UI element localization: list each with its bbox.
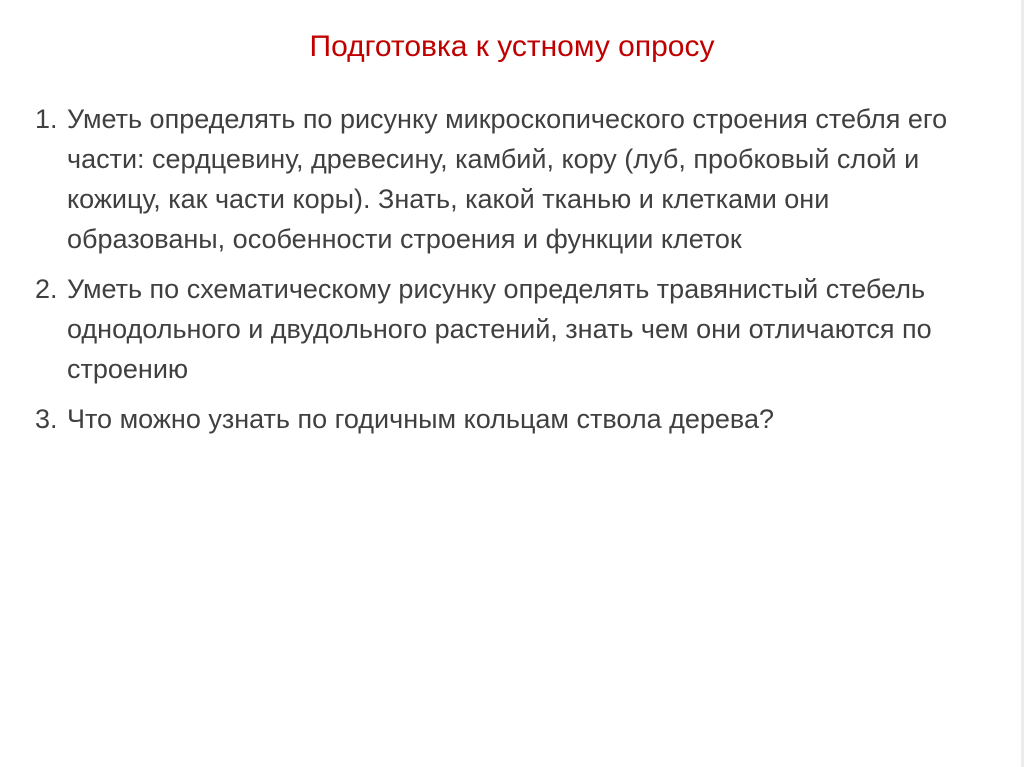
list-item [35, 399, 985, 439]
list-item [35, 269, 985, 389]
list-item-number: 3. [35, 404, 58, 434]
list-item-text: Уметь определять по рисунку микроскопического строения стебля его части: сердцевину, древесину, камбий, кору (луб, пробковый слой и кожицу, как части коры). Знать, какой тканью и клетками они образованы, особенности строения и функции клеток [67, 104, 948, 254]
list-item-number: 1. [35, 104, 58, 134]
list-item-text: Что можно узнать по годичным кольцам ствола дерева? [67, 404, 774, 434]
slide-title: Подготовка к устному опросу [309, 30, 715, 63]
list-item [35, 99, 985, 259]
list-item-text: Уметь по схематическому рисунку определять травянистый стебель однодольного и двудольного растений, знать чем они отличаются по строению [67, 274, 932, 384]
list-item-number: 2. [35, 274, 58, 304]
question-list [35, 99, 985, 449]
